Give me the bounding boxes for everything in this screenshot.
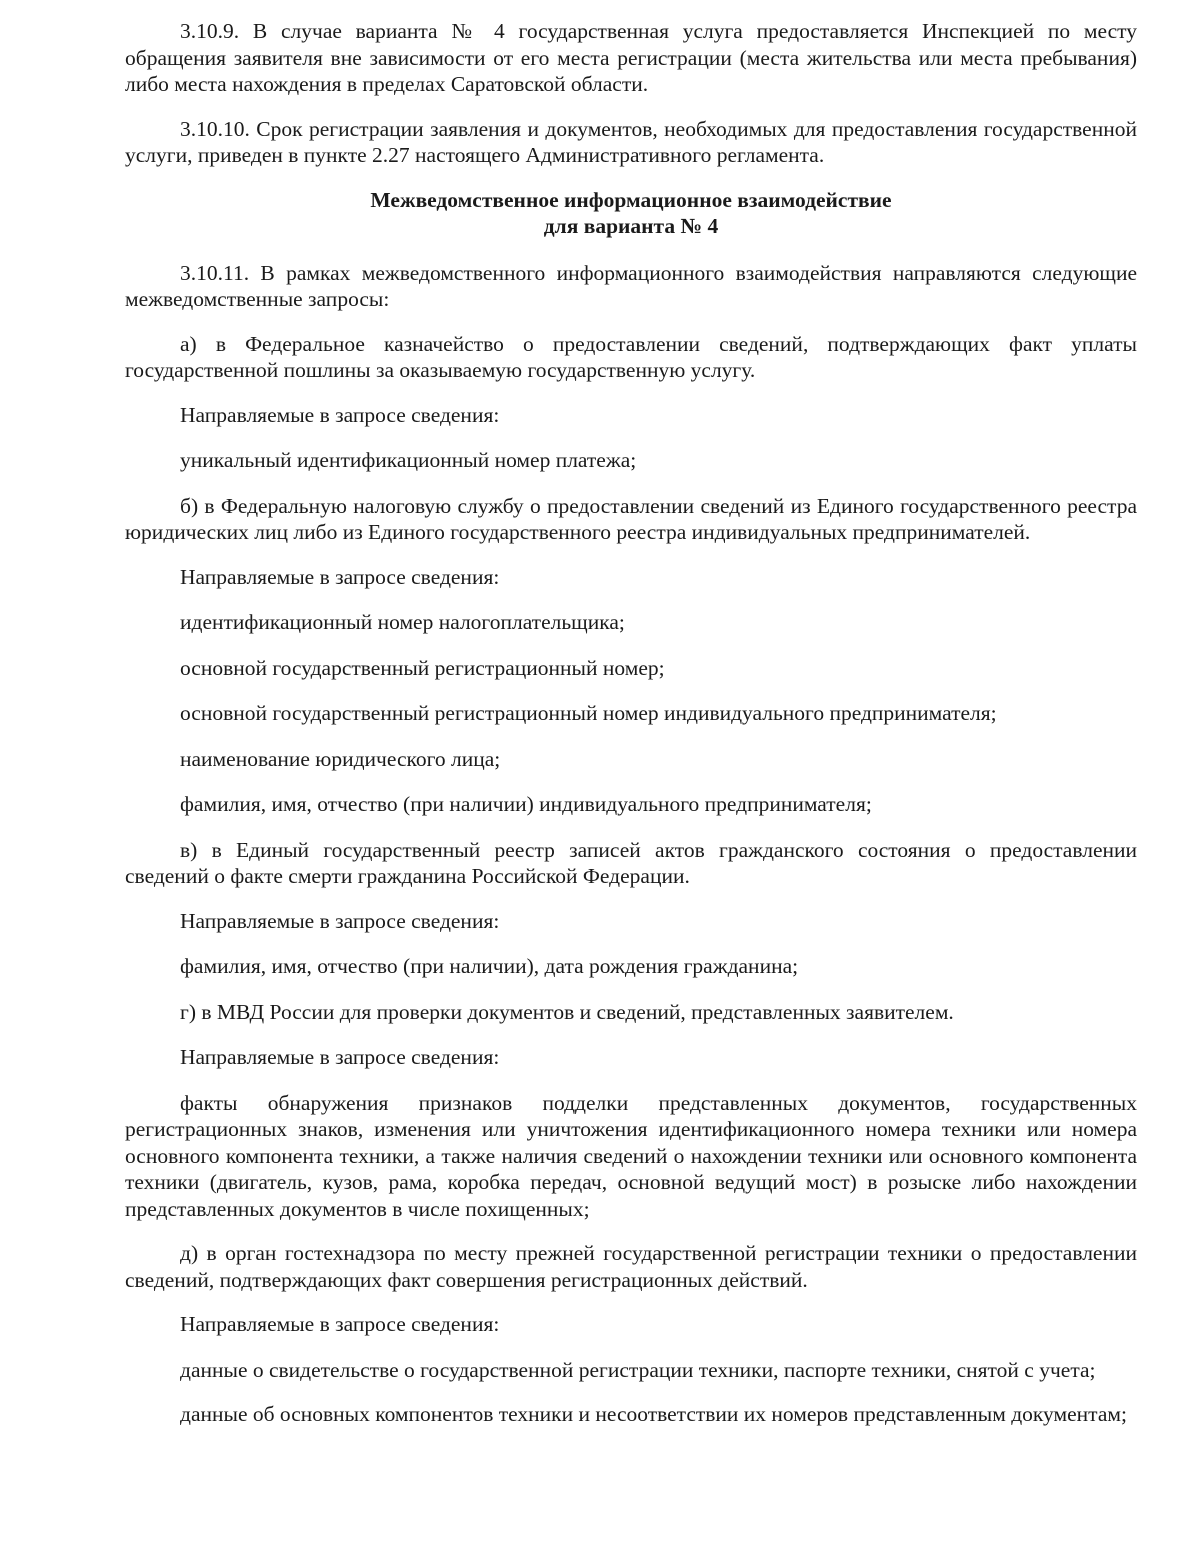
paragraph-list-item: фамилия, имя, отчество (при наличии), дата рождения гражданина; — [180, 954, 799, 978]
paragraph-requested-info-label: Направляемые в запросе сведения: — [180, 908, 500, 933]
paragraph-item-g: г) в МВД России для проверки документов и сведений, представленных заявителем. — [180, 999, 954, 1024]
paragraph-3-10-10: 3.10.10. Срок регистрации заявления и документов, необходимых для предоставления государственной услуги, приведен в пункте 2.27 настоящего Административного регламента. — [125, 116, 1137, 167]
paragraph-item-a: а) в Федеральное казначейство о предоставлении сведений, подтверждающих факт уплаты государственной пошлины за оказываемую государственную услугу. — [125, 331, 1137, 382]
paragraph-requested-info-label: Направляемые в запросе сведения: — [180, 1312, 500, 1336]
paragraph-list-item: данные об основных компонентов техники и несоответствии их номеров представленным документам; — [180, 1402, 1127, 1426]
paragraph-list-item: данные о свидетельстве о государственной регистрации техники, паспорте техники, снятой с учета; — [180, 1357, 1096, 1382]
paragraph-list-item: уникальный идентификационный номер платежа; — [180, 448, 637, 472]
paragraph-item-b: б) в Федеральную налоговую службу о предоставлении сведений из Единого государственного реестра юридических лиц либо из Единого государственного реестра индивидуальных предпринимателей. — [125, 493, 1137, 544]
paragraph-list-item: основной государственный регистрационный номер индивидуального предпринимателя; — [180, 701, 997, 725]
document-page — [125, 18, 1137, 1446]
paragraph-list-item: идентификационный номер налогоплательщика; — [180, 610, 625, 634]
paragraph-item-d: д) в орган гостехнадзора по месту прежней государственной регистрации техники о предоставлении сведений, подтверждающих факт совершения регистрационных действий. — [125, 1241, 1137, 1292]
section-heading-line-2: для варианта № 4 — [543, 214, 719, 238]
paragraph-3-10-9: 3.10.9. В случае варианта № 4 государственная услуга предоставляется Инспекцией по месту обращения заявителя вне зависимости от его места регистрации (места жительства или места пребывания) либо места нахождения в пределах Саратовской области. — [125, 19, 1137, 96]
paragraph-3-10-11: 3.10.11. В рамках межведомственного информационного взаимодействия направляются следующие межведомственные запросы: — [125, 260, 1137, 311]
paragraph-requested-info-label: Направляемые в запросе сведения: — [180, 402, 500, 427]
paragraph-item-v: в) в Единый государственный реестр записей актов гражданского состояния о предоставлении сведений о факте смерти гражданина Российской Федерации. — [125, 837, 1137, 888]
paragraph-requested-info-label: Направляемые в запросе сведения: — [180, 564, 500, 589]
paragraph-list-item: наименование юридического лица; — [180, 746, 501, 771]
section-heading — [125, 187, 1137, 240]
paragraph-list-item: основной государственный регистрационный номер; — [180, 655, 665, 680]
section-heading-line-1: Межведомственное информационное взаимодействие — [370, 187, 892, 212]
paragraph-list-item: фамилия, имя, отчество (при наличии) индивидуального предпринимателя; — [180, 792, 872, 816]
paragraph-requested-info-label: Направляемые в запросе сведения: — [180, 1045, 500, 1069]
paragraph-list-item: факты обнаружения признаков подделки представленных документов, государственных регистрационных знаков, изменения или уничтожения идентификационного номера техники или номера основного компонента техники, а также наличия сведений о нахождении техники или основного компонента техники (двигатель, кузов, рама, коробка передач, основной ведущий мост) в розыске либо нахождении представленных документов в числе похищенных; — [125, 1090, 1137, 1221]
